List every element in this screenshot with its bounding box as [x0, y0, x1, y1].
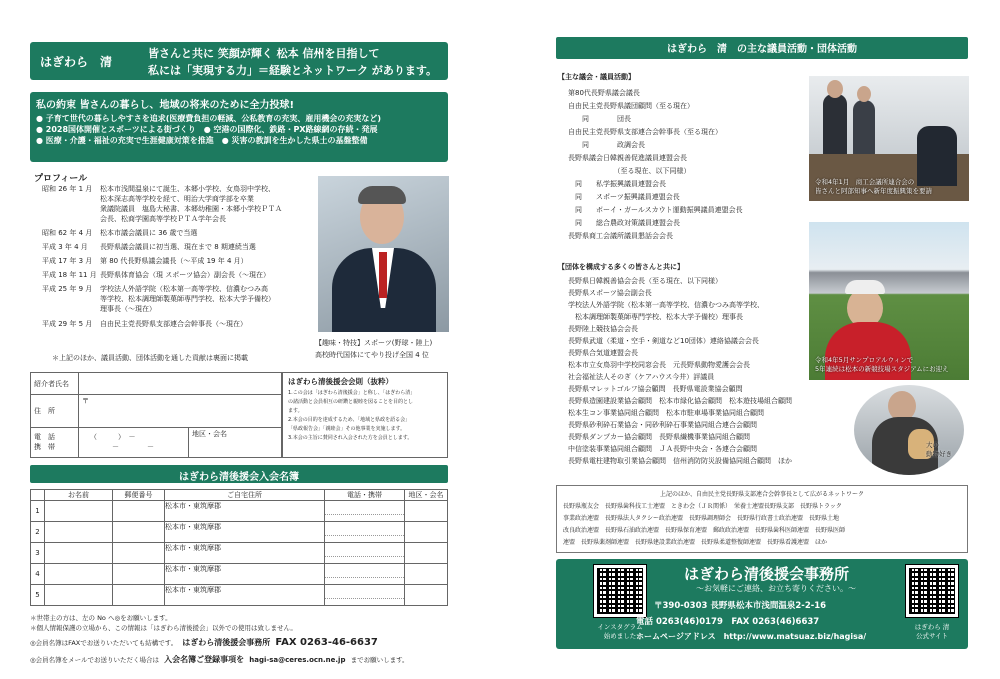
network-box — [556, 485, 968, 553]
group-item: 中信塗装事業協同組合顧問 ＪＡ長野中央会・各連合会顧問 — [568, 445, 757, 453]
qr-label: 始めました — [603, 632, 637, 640]
table-row: 4 松本市・東筑摩郡 — [31, 564, 448, 585]
council-item: （至る現在、以下同様） — [568, 167, 691, 175]
group-item: 長野県マレットゴルフ協会顧問 長野県電設業協会顧問 — [568, 385, 743, 393]
hobby-text-2: 高校時代国体にてやり投げ全国 4 位 — [315, 351, 429, 359]
profile-row: 平成 18 年 11 月 長野県体育協会（現 スポーツ協会）副会長（～現在） — [42, 271, 270, 279]
col-phone: 電話・携帯 — [325, 490, 405, 501]
profile-row: 会長、松商学園高等学校ＰＴＡ学年会長 — [100, 215, 226, 223]
footnote-fax: ◎会員名簿はFAXでお送りいただいても結構です。 はぎわら清後援会事務所 FAX 0263-46-6637 — [30, 637, 378, 648]
council-item: 同 私学振興議員連盟会長 — [568, 180, 666, 188]
profile-row: 平成 29 年 5 月 自由民主党長野県支部連合会幹事長（～現在） — [42, 320, 247, 328]
profile-note: ＊上記のほか、議員活動、団体活動を通した貢献は裏面に掲載 — [52, 354, 248, 362]
mobile-label: 携 帯 — [34, 443, 55, 452]
group-item: 松本生コン事業協同組合顧問 松本市駐車場事業協同組合顧問 — [568, 409, 764, 417]
phone-field[interactable]: （ ） － － － — [79, 427, 189, 457]
group-item: 松本市立女鳥羽中学校同窓会長 元長野県動物愛護会会長 — [568, 361, 750, 369]
groups-title: 【団体を構成する多くの皆さんと共に】 — [558, 263, 684, 271]
photo-caption: 令和4年5月サンプロアルウィンで 5年連続は松本の新競技場スタジアムにお迎え — [815, 356, 949, 373]
website-qr[interactable] — [906, 565, 958, 617]
postal-mark: 〒 — [82, 397, 89, 406]
association-rules — [282, 372, 448, 458]
qr-label: 公式サイト — [915, 632, 949, 640]
introducer-form — [30, 372, 282, 458]
office-web[interactable]: ホームページアドレス http://www.matsuaz.biz/hagisa/ — [636, 632, 867, 641]
group-item: 長野県造園建設業協会顧問 松本市緑化協会顧問 松本遊技場組合顧問 — [568, 397, 792, 405]
promise-title: 私の約束 皆さんの暮らし、地域の将来のために全力投球! — [36, 100, 295, 111]
profile-row: 平成 17 年 3 月 第 80 代長野県議会議長（～平成 19 年 4 月） — [42, 257, 248, 265]
col-address: ご自宅住所 — [165, 490, 325, 501]
table-row: 2 松本市・東筑摩郡 — [31, 522, 448, 543]
profile-row: 衆議院議員 塩島大秘書、本郷幼稚園・本郷小学校ＰＴＡ — [100, 205, 282, 213]
council-item: 第80代長野県議会議長 — [568, 89, 640, 97]
candidate-name: はぎわら 清 — [40, 55, 113, 69]
council-item: 同 総合農政対策議員連盟会長 — [568, 219, 680, 227]
office-name: はぎわら清後援会事務所 — [684, 565, 850, 583]
rules-title: はぎわら清後援会会則（抜粋） — [288, 377, 393, 386]
district-label: 地区・会名 — [192, 429, 227, 438]
network-line: 事業政治連盟 長野県法人タクシー政治連盟 長野県調理師会 長野県行政書士政治連盟 長野県土地 — [563, 515, 840, 522]
promise-box — [30, 92, 448, 162]
col-district: 地区・会名 — [405, 490, 448, 501]
introducer-label: 紹介者氏名 — [31, 373, 79, 395]
table-row: 1 松本市・東筑摩郡 — [31, 501, 448, 522]
rule-line: の諸活動と会員相互の研鑽と親睦を図ることを目的とし — [288, 399, 414, 405]
profile-title: プロフィール — [34, 174, 88, 184]
profile-row: 平成 25 年 9 月 学校法人外語学院（松本第一高等学校、信濃むつみ高 — [42, 285, 268, 293]
register-title-bar — [30, 465, 448, 483]
group-item: 長野陸上競技協会会長 — [568, 325, 638, 333]
group-item: 長野県日韓親善協会会長（至る現在、以下同様） — [568, 277, 722, 285]
right-title-bar — [556, 37, 968, 59]
promise-item: ● 子育て世代の暮らしやすさを追求(医療費負担の軽減、公私教育の充実、雇用機会の充実など) — [36, 114, 382, 123]
promise-item: ● 医療・介護・福祉の充実で生涯健康対策を推進 ● 災害の教訓を生かした県土の基盤整備 — [36, 136, 368, 145]
qr-label: はぎわら 清 — [914, 623, 950, 631]
meeting-photo — [809, 76, 969, 201]
register-title: はぎわら清後援会入会名簿 — [179, 472, 299, 483]
banner-line2: 私には「実現する力」＝経験とネットワーク があります。 — [148, 64, 437, 77]
promise-item: ● 2028国体開催とスポーツによる街づくり ● 空港の国際化、鉄路・PX路線網の存続・発展 — [36, 125, 378, 134]
profile-list — [42, 184, 312, 329]
rule-line: 1.この会は「はぎわら清後援会」と称し、「はぎわら清」 — [288, 390, 416, 396]
network-line: 上記のほか、自由民主党長野県支部連合会幹事長として広がるネットワーク — [659, 491, 864, 498]
phone-label: 電 話 — [34, 433, 55, 442]
group-item: 長野県スポーツ協会副会長 — [568, 289, 652, 297]
council-item: 同 団長 — [568, 115, 631, 123]
header-banner — [30, 42, 448, 80]
office-sub: ～お気軽にご連絡、お立ち寄りください。～ — [696, 584, 856, 593]
footnote: ＊世帯主の方は、左の No へ◎をお願いします。 — [30, 614, 172, 622]
footnote-mail: ◎会員名簿をメールでお送りいただく場合は 入会名簿ご登録事項を hagi-sa@ceres.ocn.ne.jp までお願いします。 — [30, 655, 409, 664]
col-name: お名前 — [45, 490, 113, 501]
hobby-text: 【趣味・特技】スポーツ(野球・陸上) — [315, 339, 433, 347]
footnotes — [30, 613, 450, 667]
group-item: 長野県砂利砕石業協会・同砂利砕石事業協同組合連合会顧問 — [568, 421, 757, 429]
col-postal: 郵便番号 — [113, 490, 165, 501]
group-item: 学校法人外語学院（松本第一高等学校、信濃むつみ高等学校、 — [568, 301, 764, 309]
photo-caption: 令和4年1月 商工会議所連合会の 皆さんと阿部知事へ新年度振興策を要請 — [815, 178, 932, 195]
address-label: 住 所 — [31, 395, 79, 427]
table-row: 3 松本市・東筑摩郡 — [31, 543, 448, 564]
group-item: 長野県ダンプカー協会顧問 長野県繊機事業協同組合顧問 — [568, 433, 750, 441]
profile-row: 等学校、松本調理師製菓師専門学校、松本大学予備校） — [100, 295, 275, 303]
profile-row: 松本深志高等学校を経て、明治大学商学部を卒業 — [100, 195, 254, 203]
stadium-photo — [809, 222, 969, 380]
profile-row: 昭和 62 年 4 月 松本市議会議員に 36 歳で当選 — [42, 229, 198, 237]
address-field[interactable] — [79, 395, 282, 427]
group-item: 長野県電柱建物取引業協会顧問 信州消防防災設備協同組合顧問 ほか — [568, 457, 792, 465]
office-name-inline: はぎわら清後援会事務所 — [182, 638, 271, 647]
fax-number: FAX 0263-46-6637 — [275, 637, 378, 648]
right-title: はぎわら 清 の主な議員活動・団体活動 — [667, 44, 857, 55]
group-item: 長野県合気道連盟会長 — [568, 349, 638, 357]
dog-photo — [854, 385, 964, 475]
register-table — [30, 489, 448, 606]
banner-line1: 皆さんと共に 笑顔が輝く 松本 信州を目指して — [148, 47, 380, 60]
office-box — [556, 559, 968, 649]
group-item: 松本調理師製菓師専門学校、松本大学予備校）理事長 — [568, 313, 743, 321]
profile-row: 平成 3 年 4 月 長野県議会議員に初当選、現在まで 8 期連続当選 — [42, 243, 256, 251]
rule-line: 2.本会の目的を達成するため、「地域と県政を語る会」 — [288, 417, 411, 423]
group-item: 長野県武道（柔道・空手・剣道など10団体）連絡協議会会長 — [568, 337, 759, 345]
footnote: ＊個人情報保護の立場から、この情報は「はぎわら清後援会」以外での使用は致しません。 — [30, 624, 297, 632]
introducer-field[interactable] — [79, 373, 282, 395]
instagram-qr[interactable] — [594, 565, 646, 617]
council-list — [568, 85, 743, 241]
email-address[interactable]: hagi-sa@ceres.ocn.ne.jp — [249, 656, 346, 664]
network-line: 長野県瓶友会 長野県歯科技工士連盟 ときわ会（ＪＲ関係） 栄養士連盟長野県支部 長野県トラック — [563, 503, 842, 510]
rule-line: 「県政報告会」「親睦会」その他事業を実施します。 — [288, 426, 406, 432]
council-item: 長野県商工会議所議員懇話会会長 — [568, 232, 673, 240]
group-item: 社会福祉法人そのぎ（ケアハウス今井）評議員 — [568, 373, 715, 381]
council-item: 自由民主党長野県議団顧問（至る現在） — [568, 102, 694, 110]
office-address: 〒390-0303 長野県松本市浅間温泉2-2-16 — [654, 601, 827, 611]
profile-row: 昭和 26 年 1 月 松本市浅間温泉にて誕生、本郷小学校、女鳥羽中学校、 — [42, 185, 275, 193]
network-line: 連盟 長野県薬剤師連盟 長野県建設業政治連盟 長野県柔道整復師連盟 長野県看護連盟 ほか — [563, 539, 828, 546]
rule-line: 3.本会の主旨に賛同され入会された方を会員とします。 — [288, 435, 413, 441]
photo-caption: 大の 動物好き — [926, 441, 952, 458]
qr-label: インスタグラム — [597, 623, 643, 631]
council-item: 同 ボーイ・ガールスカウト運動振興議員連盟会長 — [568, 206, 743, 214]
groups-list — [568, 274, 792, 466]
network-line: 改良政治連盟 長野県石油政治連盟 長野県保育連盟 郵政政治連盟 長野県歯科医師連盟 長野県医師 — [563, 527, 846, 534]
rule-line: ます。 — [288, 408, 303, 414]
office-tel: 電話 0263(46)0179 FAX 0263(46)6637 — [636, 617, 820, 627]
council-item: 長野県議会日韓親善促進議員連盟会長 — [568, 154, 687, 162]
council-title: 【主な議会・議員活動】 — [558, 73, 635, 81]
council-item: 同 スポーツ振興議員連盟会長 — [568, 193, 680, 201]
profile-row: 理事長（～現在） — [100, 305, 156, 313]
council-item: 同 政調会長 — [568, 141, 645, 149]
council-item: 自由民主党長野県支部連合会幹事長（至る現在） — [568, 128, 722, 136]
district-field[interactable] — [189, 427, 282, 457]
table-row: 5 松本市・東筑摩郡 — [31, 585, 448, 606]
portrait-photo — [318, 176, 449, 332]
